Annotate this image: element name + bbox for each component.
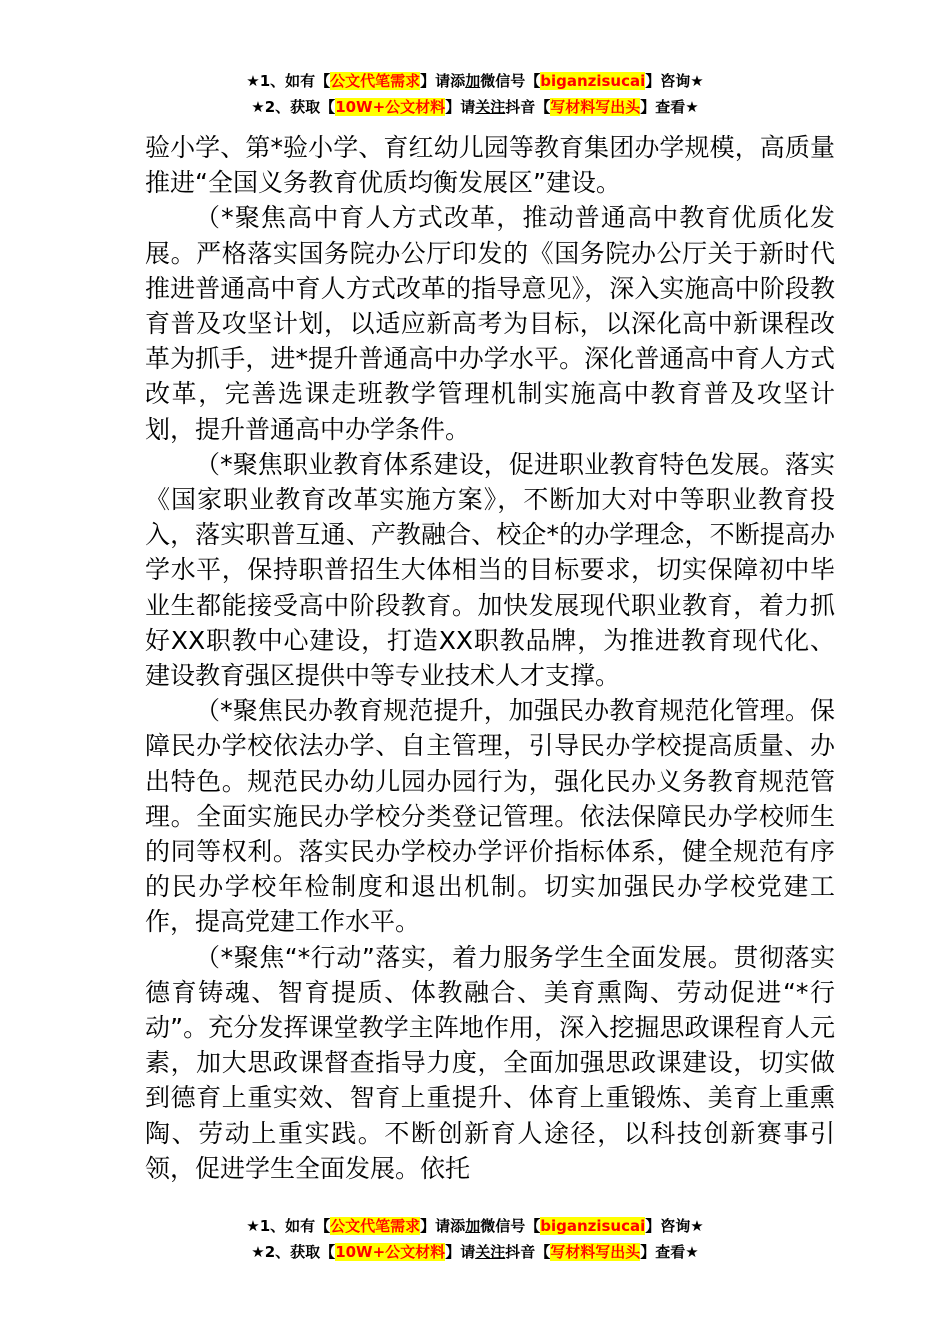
banner-text: 】查看★ (640, 1243, 699, 1261)
banner-line-1 (0, 68, 950, 94)
banner-text: 】请添 (420, 1217, 466, 1235)
banner-underlined: 加 (465, 72, 481, 90)
banner-text: 】咨询★ (645, 72, 704, 90)
banner-line-1 (0, 1213, 950, 1239)
banner-text: ★2、获取【 (251, 1243, 336, 1261)
banner-highlight: 公文代笔需求 (330, 72, 421, 90)
banner-text: ★2、获取【 (251, 98, 336, 116)
paragraph: 验小学、第*验小学、育红幼儿园等教育集团办学规模，高质量推进“全国义务教育优质均衡发展区”建设。 (145, 133, 835, 198)
banner-text: 抖音【 (505, 98, 551, 116)
banner-text: 】请添 (420, 72, 466, 90)
banner-text: 微信号【 (480, 1217, 541, 1235)
banner-highlight: biganzisucai (540, 72, 646, 90)
header-banner (0, 68, 950, 120)
banner-highlight: 写材料写出头 (550, 98, 641, 116)
banner-text: 】请 (445, 98, 476, 116)
footer-banner (0, 1213, 950, 1265)
banner-highlight: biganzisucai (540, 1217, 646, 1235)
banner-text: 】咨询★ (645, 1217, 704, 1235)
banner-underlined: 加 (465, 1217, 481, 1235)
banner-line-2 (0, 1239, 950, 1265)
paragraph: （*聚焦高中育人方式改革，推动普通高中教育优质化发展。严格落实国务院办公厅印发的《国务院办公厅关于新时代推进普通高中育人方式改革的指导意见》，深入实施高中阶段教育普及攻坚计划，以适应新高考为目标，以深化高中新课程改革为抓手，进*提升普通高中办学水平。深化普通高中育人方式改革，完善选课走班教学管理机制实施高中教育普及攻坚计划，提升普通高中办学条件。 (145, 203, 835, 444)
paragraph: （*聚焦民办教育规范提升，加强民办教育规范化管理。保障民办学校依法办学、自主管理，引导民办学校提高质量、办出特色。规范民办幼儿园办园行为，强化民办义务教育规范管理。全面实施民办学校分类登记管理。依法保障民办学校师生的同等权利。落实民办学校办学评价指标体系，健全规范有序的民办学校年检制度和退出机制。切实加强民办学校党建工作，提高党建工作水平。 (145, 696, 835, 937)
banner-highlight: 公文代笔需求 (330, 1217, 421, 1235)
paragraph: （*聚焦“*行动”落实，着力服务学生全面发展。贯彻落实德育铸魂、智育提质、体教融合、美育熏陶、劳动促进“*行动”。充分发挥课堂教学主阵地作用，深入挖掘思政课程育人元素，加大思政课督查指导力度，全面加强思政课建设，切实做到德育上重实效、智育上重提升、体育上重锻炼、美育上重熏陶、劳动上重实践。不断创新育人途径，以科技创新赛事引领，促进学生全面发展。依托 (145, 942, 835, 1183)
banner-text: 】查看★ (640, 98, 699, 116)
banner-highlight: 10W+公文材料 (335, 1243, 446, 1261)
banner-text: 抖音【 (505, 1243, 551, 1261)
banner-text: 】请 (445, 1243, 476, 1261)
banner-text: 微信号【 (480, 72, 541, 90)
banner-line-2 (0, 94, 950, 120)
banner-underlined: 关注 (475, 98, 506, 116)
banner-underlined: 关注 (475, 1243, 506, 1261)
paragraph: （*聚焦职业教育体系建设，促进职业教育特色发展。落实《国家职业教育改革实施方案》，不断加大对中等职业教育投入，落实职普互通、产教融合、校企*的办学理念，不断提高办学水平，保持职普招生大体相当的目标要求，切实保障初中毕业生都能接受高中阶段教育。加快发展现代职业教育，着力抓好XX职教中心建设，打造XX职教品牌，为推进教育现代化、建设教育强区提供中等专业技术人才支撑。 (145, 449, 835, 691)
banner-highlight: 写材料写出头 (550, 1243, 641, 1261)
banner-highlight: 10W+公文材料 (335, 98, 446, 116)
banner-text: ★1、如有【 (246, 72, 331, 90)
banner-text: ★1、如有【 (246, 1217, 331, 1235)
document-body (145, 130, 835, 1186)
